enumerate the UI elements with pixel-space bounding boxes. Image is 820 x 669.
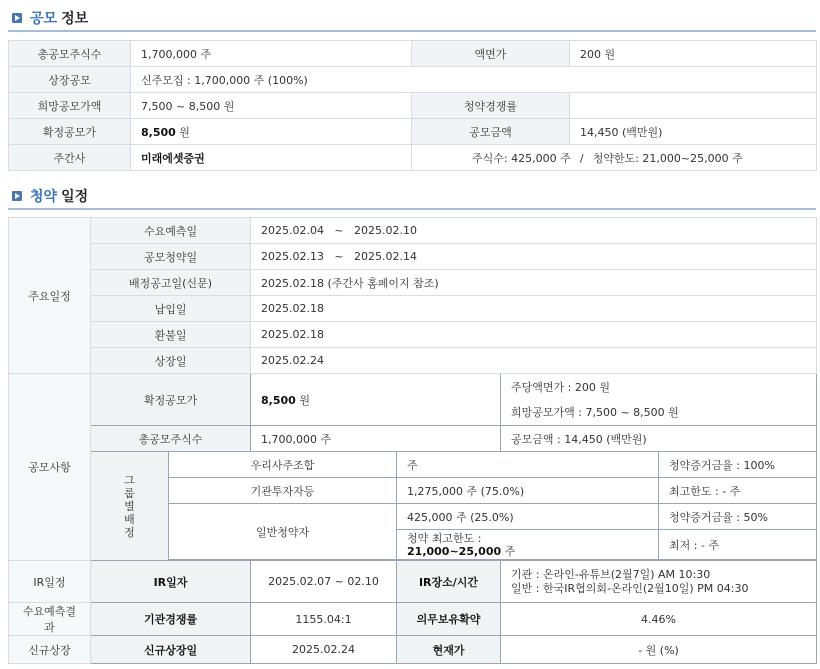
table-row [9,296,817,322]
ir-date-label: IR일자 [91,561,251,603]
offer-amount-value: 14,450 (백만원) [570,119,817,145]
total-shares-label: 총공모주식수 [9,41,131,67]
competition-label: 청약경쟁률 [412,93,570,119]
underwriter-shares: 주식수: 425,000 주 [472,151,571,165]
offering-info-title-line [8,30,816,32]
schedule-end: 2025.02.10 [354,224,417,237]
schedule-row-value: 2025.02.18 [251,322,817,348]
schedule-end: 2025.02.14 [354,250,417,263]
schedule-row-value: 2025.02.18 (주간사 홈페이지 참조) [251,270,817,296]
retail-margin: 청약증거금율 : 50% [659,504,817,530]
inst-competition-label: 기관경쟁률 [91,603,251,636]
subscription-schedule-title-line [8,208,816,210]
schedule-row-value [251,218,817,244]
table-row [9,374,817,400]
schedule-row-value [251,244,817,270]
retail-max-cell [397,530,659,560]
retail-max-line [407,545,648,558]
employee-shares: 주 [397,452,659,478]
ir-date-value: 2025.02.07 ~ 02.10 [251,561,397,603]
ir-place-line2: 일반 : 한국IR협의회-온라인(2월10일) PM 04:30 [511,581,749,595]
schedule-separator: ~ [334,250,344,263]
table-row [9,561,817,603]
sched-desired-price: 희망공모가액 : 7,500 ~ 8,500 원 [501,400,817,426]
schedule-row-value: 2025.02.18 [251,296,817,322]
current-price-label: 현재가 [397,636,501,664]
offer-amount-label: 공모금액 [412,119,570,145]
table-row [9,426,817,452]
institution-limit: 최고한도 : - 주 [659,478,817,504]
institution-shares: 1,275,000 주 (75.0%) [397,478,659,504]
par-value-value: 200 원 [570,41,817,67]
main-schedule-label: 주요일정 [9,218,91,374]
employee-label: 우리사주조합 [169,452,397,478]
retail-label: 일반청약자 [169,504,397,560]
table-row [9,244,817,270]
underwriter-detail [412,145,817,171]
sched-par-value: 주당액면가 : 200 원 [501,374,817,400]
offer-details-label: 공모사항 [9,374,91,561]
table-row [9,93,817,119]
table-row [9,41,817,67]
table-row [9,67,817,93]
retail-shares: 425,000 주 (25.0%) [397,504,659,530]
par-value-label: 액면가 [412,41,570,67]
sched-confirmed-price-unit: 원 [299,393,310,407]
schedule-separator: ~ [334,224,344,237]
lockup-value: 4.46% [501,603,817,636]
sched-confirmed-price-number: 8,500 [261,393,296,407]
sched-total-shares-label: 총공모주식수 [91,426,251,452]
schedule-row-label: 배정공고일(신문) [91,270,251,296]
retail-max-value: 21,000~25,000 [407,544,502,558]
ir-label: IR일정 [9,561,91,603]
table-row [9,452,817,478]
confirmed-price-cell [131,119,412,145]
table-row [9,270,817,296]
offering-info-title-rest: 정보 [61,11,89,27]
schedule-start: 2025.02.13 [261,250,324,263]
sched-confirmed-price-cell [251,374,501,426]
group-allocation-cell [91,452,169,561]
employee-margin: 청약증거금율 : 100% [659,452,817,478]
institution-label: 기관투자자등 [169,478,397,504]
schedule-start: 2025.02.04 [261,224,324,237]
underwriter-label: 주간사 [9,145,131,171]
retail-max-unit: 주 [504,544,516,558]
table-row [9,218,817,244]
confirmed-price-unit: 원 [179,125,190,139]
sched-confirmed-price-label: 확정공모가 [91,374,251,426]
underwriter-value: 미래에셋증권 [131,145,412,171]
sched-total-shares-value: 1,700,000 주 [251,426,501,452]
underwriter-slash: / [579,151,584,165]
schedule-row-label: 수요예측일 [91,218,251,244]
schedule-row-label: 납입일 [91,296,251,322]
table-row [9,636,817,664]
table-row [9,348,817,374]
inst-competition-value: 1155.04:1 [251,603,397,636]
subscription-schedule-title-accent: 청약 [30,189,58,205]
confirmed-price-label: 확정공모가 [9,119,131,145]
desired-price-label: 희망공모가액 [9,93,131,119]
competition-value [570,93,817,119]
listing-offer-label: 상장공모 [9,67,131,93]
current-price-value: - 원 (%) [501,636,817,664]
confirmed-price-number: 8,500 [141,125,176,139]
schedule-row-label: 환불일 [91,322,251,348]
ir-place-label: IR장소/시간 [397,561,501,603]
ir-place-line1: 기관 : 온라인-유튜브(2월7일) AM 10:30 [511,567,711,581]
total-shares-value: 1,700,000 주 [131,41,412,67]
table-row [9,603,817,636]
desired-price-value: 7,500 ~ 8,500 원 [131,93,412,119]
offering-info-title-accent: 공모 [30,11,58,27]
subscription-schedule-table [8,217,817,664]
table-row [9,145,817,171]
subscription-schedule-title-rest: 일정 [61,189,89,205]
section-bullet-icon [12,191,22,201]
new-listing-date-label: 신규상장일 [91,636,251,664]
schedule-row-label: 공모청약일 [91,244,251,270]
retail-max-label: 청약 최고한도 : [407,531,482,545]
subscription-schedule-title [12,186,88,206]
sched-offer-amount: 공모금액 : 14,450 (백만원) [501,426,817,452]
new-listing-date-value: 2025.02.24 [251,636,397,664]
group-allocation-label: 그룹별배정 [124,473,135,539]
ir-place-cell [501,561,817,603]
lockup-label: 의무보유확약 [397,603,501,636]
offering-info-title [12,8,88,28]
table-row [9,322,817,348]
schedule-row-label: 상장일 [91,348,251,374]
retail-min: 최저 : - 주 [659,530,817,560]
section-bullet-icon [12,13,22,23]
listing-offer-value: 신주모집 : 1,700,000 주 (100%) [131,67,817,93]
offering-info-table [8,40,817,171]
table-row [9,119,817,145]
underwriter-limit: 청약한도: 21,000~25,000 주 [592,151,743,165]
forecast-label: 수요예측결과 [9,603,91,636]
new-listing-label: 신규상장 [9,636,91,664]
schedule-row-value: 2025.02.24 [251,348,817,374]
